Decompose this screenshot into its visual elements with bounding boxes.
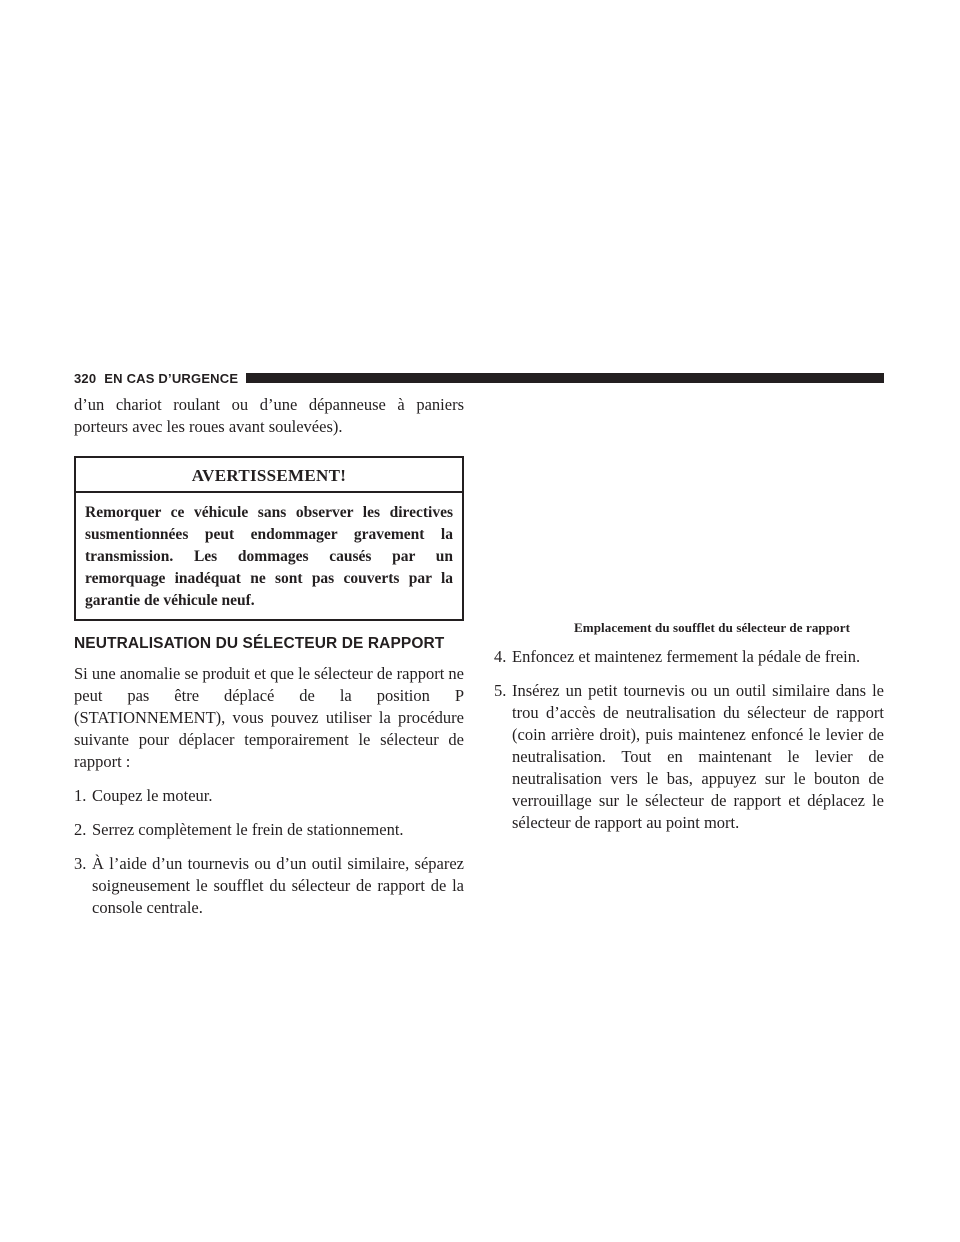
step-number: 3. <box>74 854 87 873</box>
step-number: 1. <box>74 786 87 805</box>
section-header-title: EN CAS D’URGENCE <box>104 370 239 386</box>
step-number: 2. <box>74 820 87 839</box>
warning-box <box>74 456 464 621</box>
step-text: Insérez un petit tournevis ou un outil similaire dans le trou d’accès de neutralisation du sélecteur de rapport (coin arrière droit), puis maintenez enfoncé le levier de neutralisation. Tout en maintenant le levier de neutralisation vers le bas, appuyez sur le bouton de verrouillage sur le sélecteur de rapport et déplacez le sélecteur de rapport au point mort. <box>512 681 884 832</box>
section-paragraph: Si une anomalie se produit et que le sélecteur de rapport ne peut pas être déplacé de la position P (STATIONNEMENT), vous pouvez utiliser la procédure suivante pour déplacer temporairement le sélecteur de rapport : <box>74 664 464 771</box>
step-item <box>494 680 884 834</box>
step-text: À l’aide d’un tournevis ou d’un outil similaire, séparez soigneusement le soufflet du sélecteur de rapport de la console centrale. <box>92 854 464 917</box>
figure-caption: Emplacement du soufflet du sélecteur de rapport <box>574 620 850 635</box>
step-item <box>74 785 464 807</box>
step-number: 5. <box>494 681 507 700</box>
step-item <box>74 853 464 919</box>
warning-body: Remorquer ce véhicule sans observer les directives susmentionnées peut endommager gravement la transmission. Les dommages causés par un remorquage inadéquat ne sont pas couverts par la garantie de véhicule neuf. <box>85 504 453 609</box>
right-column <box>494 620 884 834</box>
step-item <box>494 646 884 668</box>
step-text: Coupez le moteur. <box>92 786 213 805</box>
warning-title: AVERTISSEMENT! <box>76 458 462 493</box>
page-header <box>74 370 884 386</box>
section-title: NEUTRALISATION DU SÉLECTEUR DE RAPPORT <box>74 635 445 652</box>
left-column <box>74 394 464 919</box>
header-rule <box>246 373 884 383</box>
step-item <box>74 819 464 841</box>
intro-paragraph: d’un chariot roulant ou d’une dépanneuse à paniers porteurs avec les roues avant soulevées). <box>74 395 464 436</box>
step-text: Enfoncez et maintenez fermement la pédale de frein. <box>512 647 861 666</box>
page-number: 320 <box>74 370 97 386</box>
step-number: 4. <box>494 647 507 666</box>
step-text: Serrez complètement le frein de stationnement. <box>92 820 404 839</box>
